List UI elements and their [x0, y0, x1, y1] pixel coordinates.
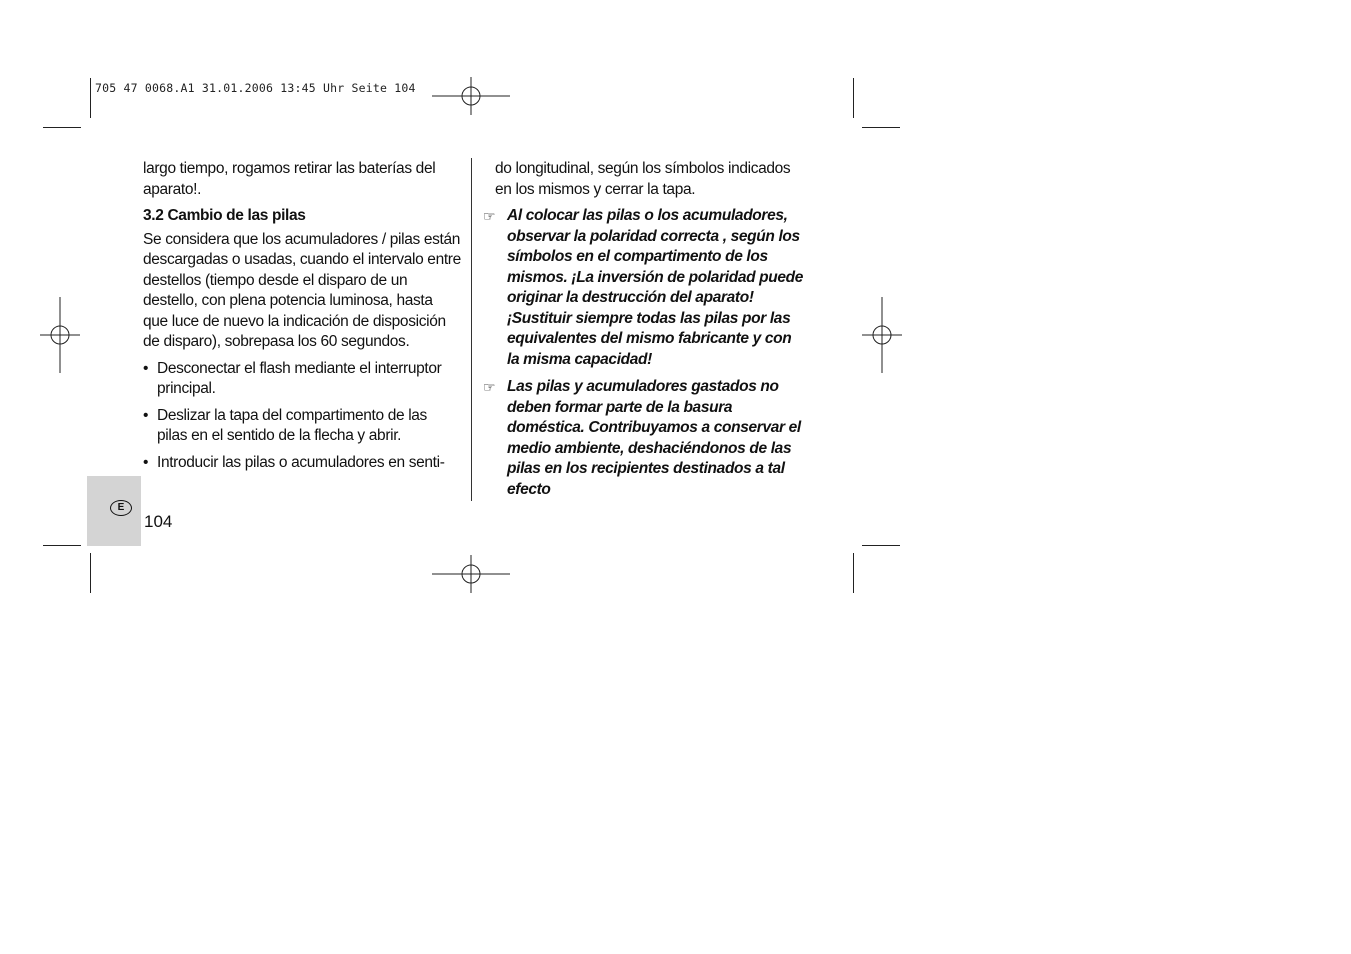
crop-mark — [43, 127, 81, 128]
crop-mark — [43, 545, 81, 546]
crop-mark — [853, 553, 854, 593]
list-item — [143, 453, 461, 474]
section-heading: 3.2 Cambio de las pilas — [143, 207, 306, 224]
note-text: Al colocar las pilas o los acumuladores, observar la polaridad correcta , según los símbolos en el compartimento de los mismos. ¡La inversión de polaridad puede originar la destrucción del aparato! ¡Sustituir siempre todas las pilas por las equivalentes del mismo fabricante y con la misma capacidad! — [507, 207, 804, 368]
print-slug: 705 47 0068.A1 31.01.2006 13:45 Uhr Seite 104 — [95, 81, 416, 95]
registration-mark-icon — [432, 77, 512, 117]
list-item-text: Introducir las pilas o acumuladores en senti- — [157, 453, 445, 471]
bullet-icon: • — [143, 359, 149, 377]
note-item — [483, 206, 805, 370]
intro-paragraph: largo tiempo, rogamos retirar las baterías del aparato!. — [143, 160, 436, 198]
registration-mark-icon — [432, 555, 512, 595]
bullet-icon: • — [143, 453, 149, 471]
registration-mark-icon — [862, 297, 904, 375]
list-item-text: Deslizar la tapa del compartimento de las pilas en el sentido de la flecha y abrir. — [157, 406, 427, 444]
body-paragraph: Se considera que los acumuladores / pilas están descargadas o usadas, cuando el intervalo entre destellos (tiempo desde el disparo de un destello, con plena potencia luminosa, hasta que luce de nuevo la indicación de disposición de disparo), sobrepasa los 60 segundos. — [143, 230, 461, 350]
crop-mark — [862, 545, 900, 546]
crop-mark — [862, 127, 900, 128]
crop-mark — [853, 78, 854, 118]
left-column — [143, 159, 461, 473]
list-item — [143, 406, 461, 447]
pointing-hand-icon: ☞ — [483, 379, 496, 395]
column-divider — [471, 158, 472, 501]
note-text: Las pilas y acumuladores gastados no deben formar parte de la basura doméstica. Contribuyamos a conservar el medio ambiente, deshaciéndonos de las pilas en los recipientes destinados a tal efecto — [507, 378, 801, 498]
continuation-paragraph: do longitudinal, según los símbolos indicados en los mismos y cerrar la tapa. — [495, 160, 791, 198]
list-item — [143, 359, 461, 400]
page-number: 104 — [144, 512, 173, 531]
language-badge: E — [110, 500, 132, 516]
crop-mark — [90, 78, 91, 118]
right-column — [483, 159, 805, 500]
pointing-hand-icon: ☞ — [483, 208, 496, 224]
bullet-icon: • — [143, 406, 149, 424]
note-item — [483, 377, 805, 500]
crop-mark — [90, 553, 91, 593]
registration-mark-icon — [40, 297, 82, 375]
list-item-text: Desconectar el flash mediante el interruptor principal. — [157, 359, 442, 397]
